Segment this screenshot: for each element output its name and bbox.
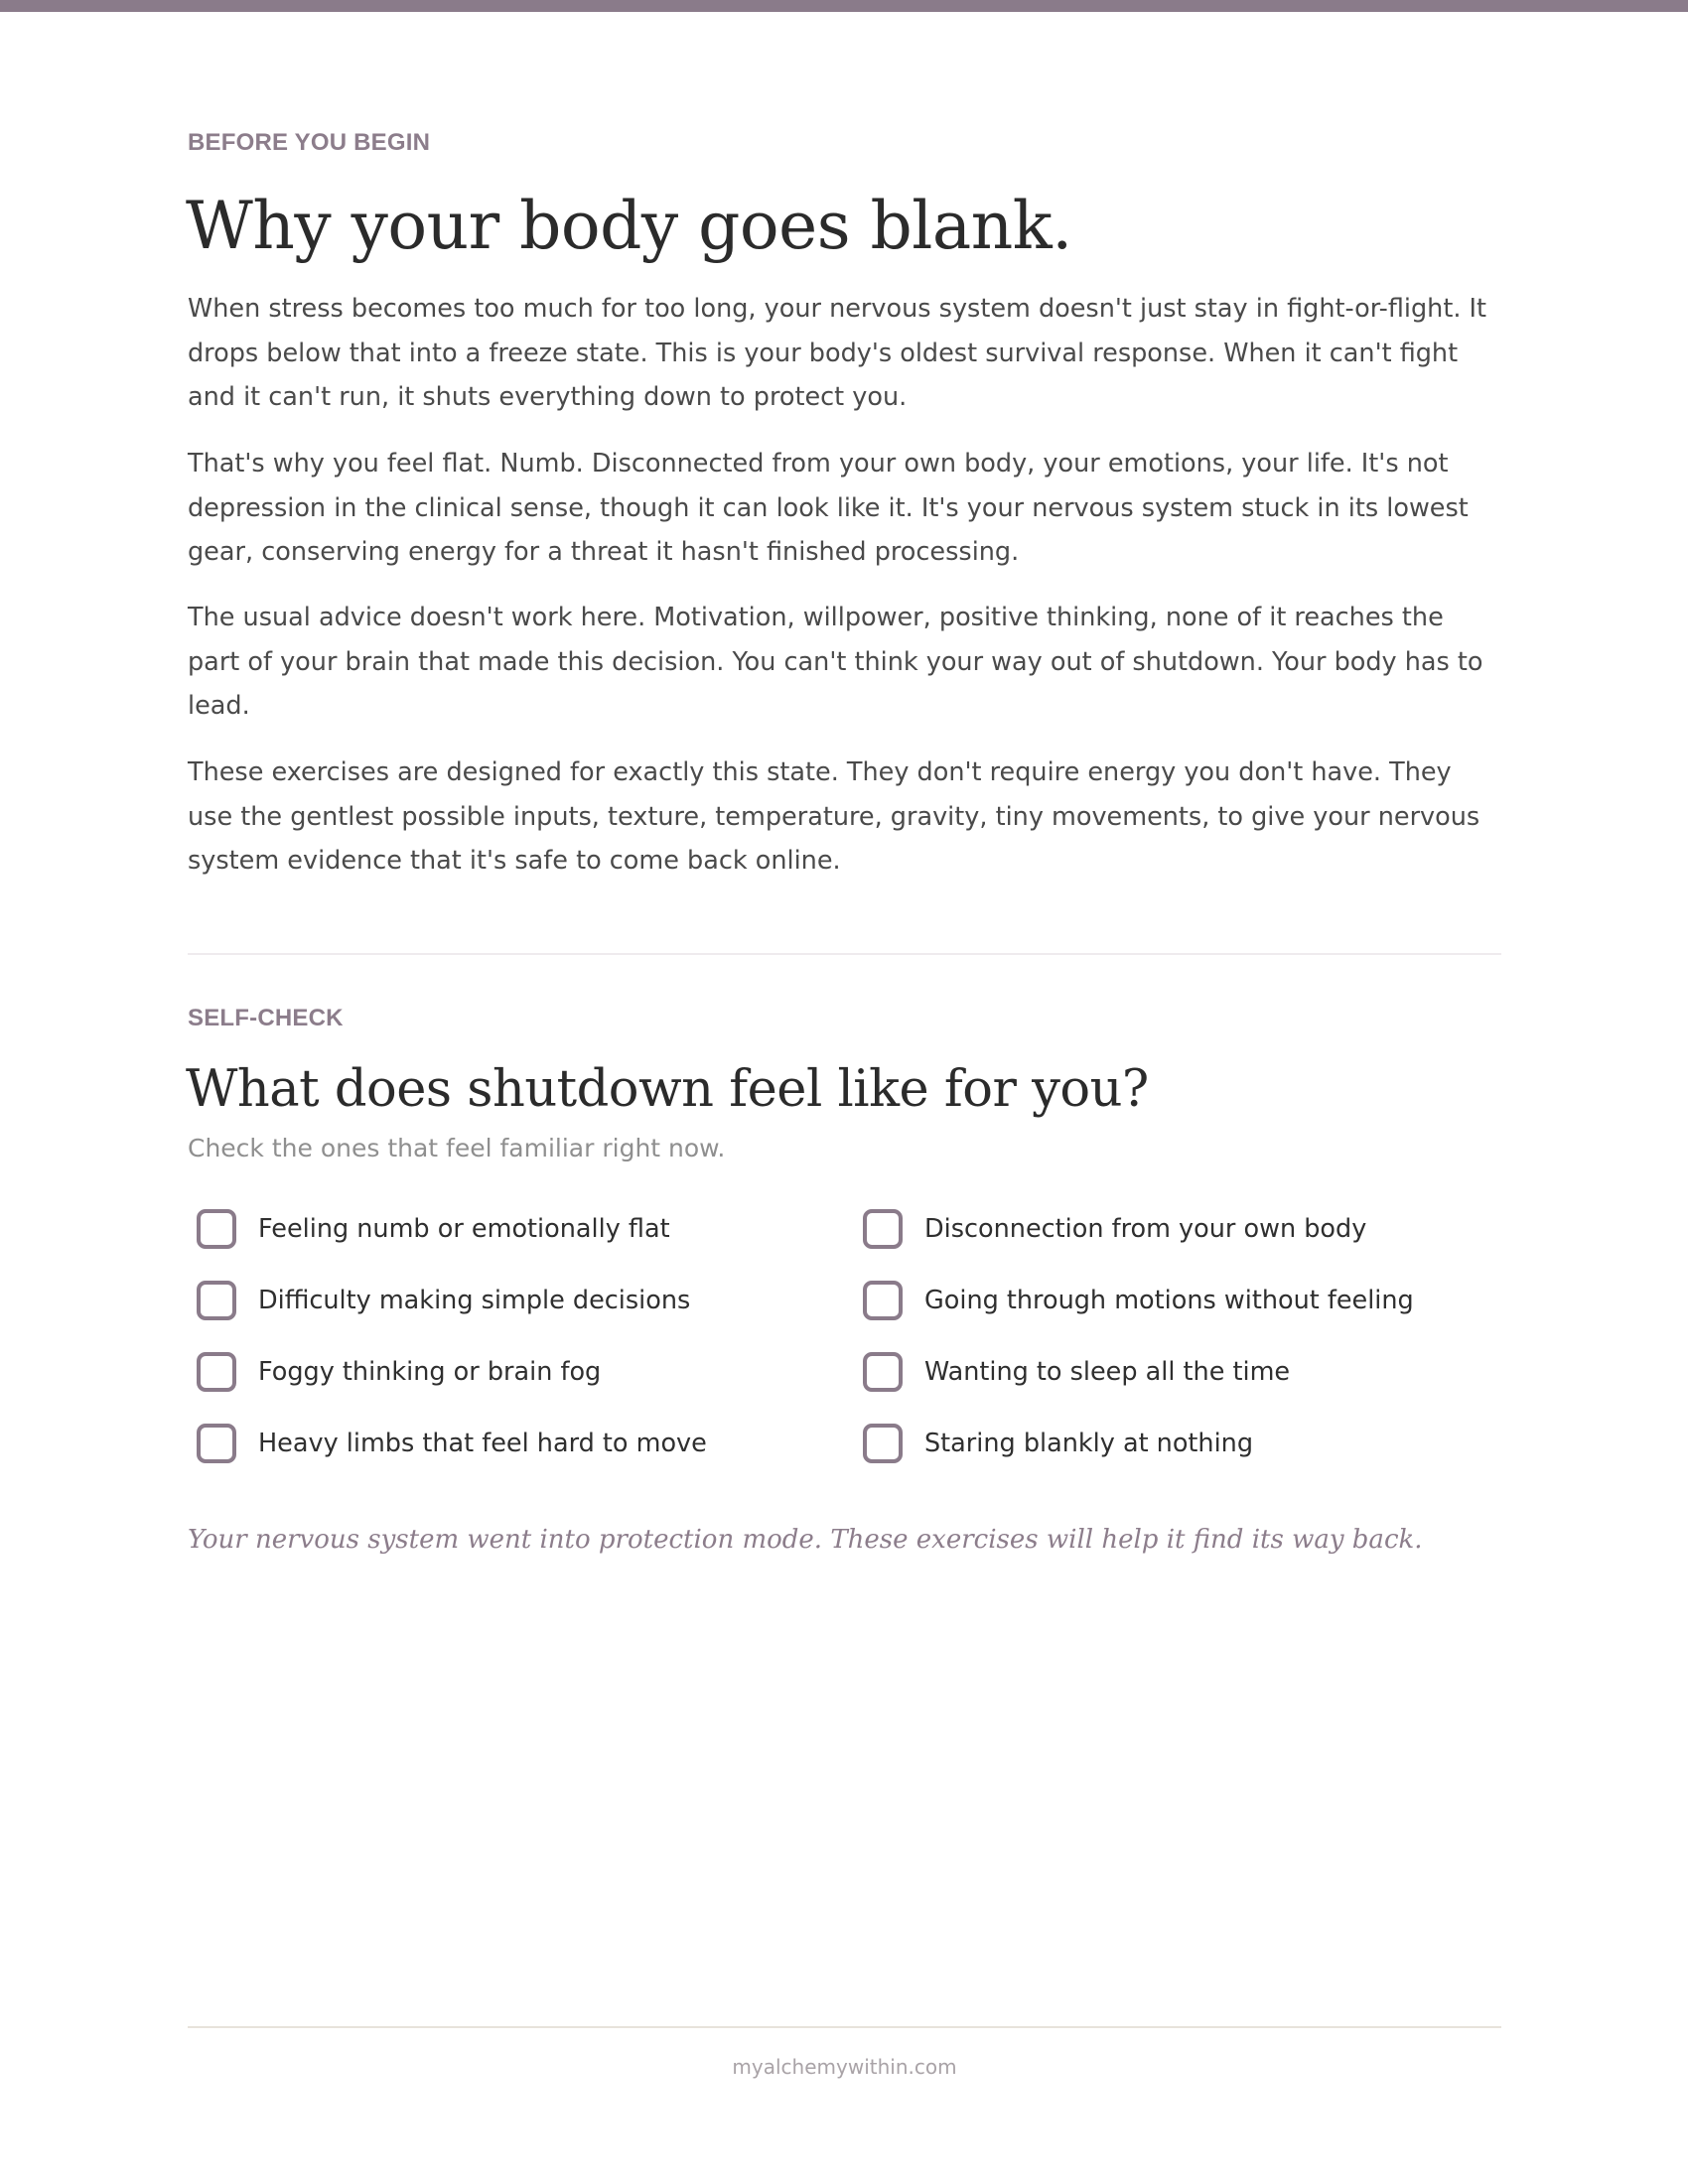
checklist-item-label: Staring blankly at nothing <box>924 1429 1254 1458</box>
checklist-item[interactable] <box>197 1420 707 1467</box>
intro-paragraph-3: The usual advice doesn't work here. Motivation, willpower, positive thinking, none of it reaches the part of your brain that made this decision. You can't think your way out of shutdown. Your body has to lead. <box>188 603 1483 721</box>
checklist-item-label: Foggy thinking or brain fog <box>258 1357 602 1387</box>
checkbox[interactable] <box>863 1281 903 1320</box>
closing-note: Your nervous system went into protection mode. These exercises will help it find its way back. <box>188 1525 1423 1555</box>
checklist-item[interactable] <box>863 1277 1414 1324</box>
checkbox[interactable] <box>197 1352 236 1392</box>
self-check-title: What does shutdown feel like for you? <box>186 1060 1149 1119</box>
checkbox[interactable] <box>863 1352 903 1392</box>
section-divider <box>188 953 1501 955</box>
top-accent-bar <box>0 0 1688 12</box>
checklist-item-label: Disconnection from your own body <box>924 1214 1367 1244</box>
symptom-checklist <box>197 1205 1507 1503</box>
self-check-subtitle: Check the ones that feel familiar right now. <box>188 1134 726 1162</box>
checklist-item[interactable] <box>197 1277 690 1324</box>
intro-paragraph-2: That's why you feel flat. Numb. Disconnected from your own body, your emotions, your life. It's not depression in the clinical sense, though it can look like it. It's your nervous system stuck in its lowest gear, conserving energy for a threat it hasn't finished processing. <box>188 449 1469 567</box>
checklist-item[interactable] <box>863 1205 1366 1253</box>
checkbox[interactable] <box>197 1209 236 1249</box>
checklist-item[interactable] <box>197 1348 601 1396</box>
checklist-item-label: Heavy limbs that feel hard to move <box>258 1429 707 1458</box>
checkbox[interactable] <box>863 1424 903 1463</box>
checklist-item[interactable] <box>863 1348 1290 1396</box>
footer-divider <box>188 2026 1501 2028</box>
intro-paragraph-4: These exercises are designed for exactly this state. They don't require energy you don't have. They use the gentlest possible inputs, texture, temperature, gravity, tiny movements, to give your nervous system evidence that it's safe to come back online. <box>188 757 1480 876</box>
footer-website: myalchemywithin.com <box>732 2055 957 2079</box>
intro-title: Why your body goes blank. <box>186 188 1072 264</box>
checklist-item[interactable] <box>863 1420 1253 1467</box>
checkbox[interactable] <box>863 1209 903 1249</box>
self-check-eyebrow: SELF-CHECK <box>188 1005 344 1031</box>
checklist-item-label: Feeling numb or emotionally flat <box>258 1214 670 1244</box>
intro-paragraph-1: When stress becomes too much for too long, your nervous system doesn't just stay in fight-or-flight. It drops below that into a freeze state. This is your body's oldest survival response. When it can't fight and it can't run, it shuts everything down to protect you. <box>188 294 1487 412</box>
checklist-item-label: Going through motions without feeling <box>924 1286 1414 1315</box>
intro-eyebrow: BEFORE YOU BEGIN <box>188 129 431 156</box>
checklist-item[interactable] <box>197 1205 670 1253</box>
checklist-item-label: Wanting to sleep all the time <box>924 1357 1291 1387</box>
checklist-item-label: Difficulty making simple decisions <box>258 1286 691 1315</box>
checkbox[interactable] <box>197 1281 236 1320</box>
checkbox[interactable] <box>197 1424 236 1463</box>
